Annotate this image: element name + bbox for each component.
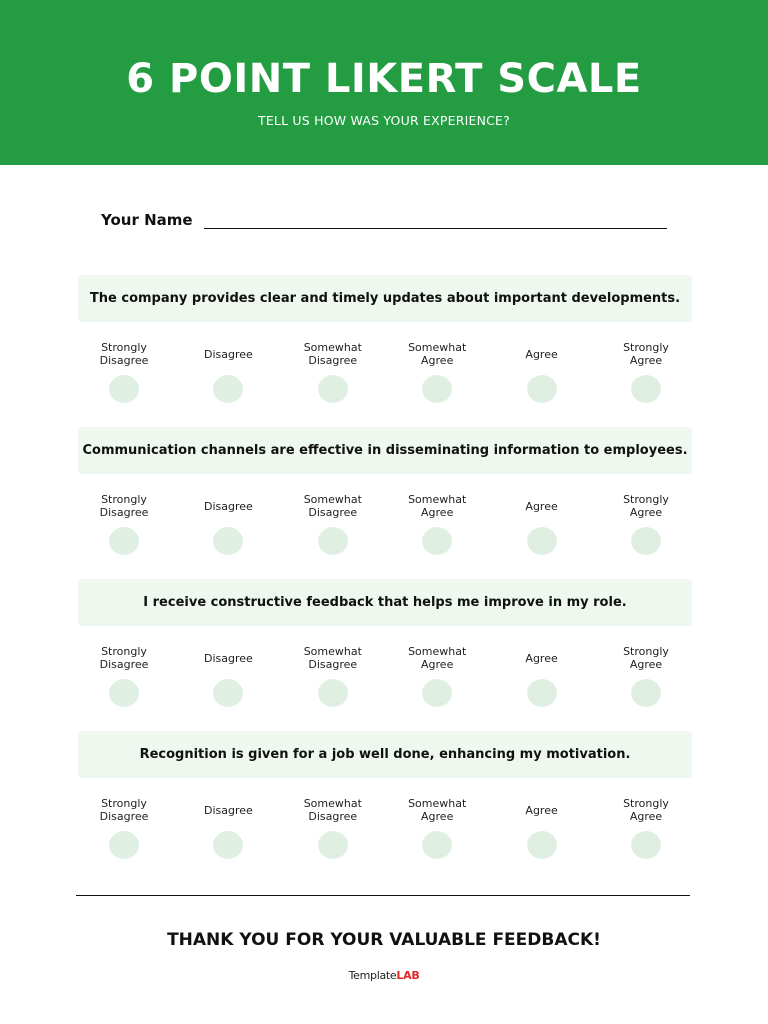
option-label: Strongly Agree [623, 493, 669, 519]
radio-button[interactable] [527, 831, 557, 859]
option-label: Somewhat Disagree [303, 493, 362, 519]
option-label: Agree [525, 651, 558, 665]
radio-button[interactable] [422, 831, 452, 859]
option-label: Somewhat Agree [408, 645, 467, 671]
likert-option [594, 491, 698, 571]
likert-option [385, 643, 489, 723]
radio-button[interactable] [527, 679, 557, 707]
likert-option [176, 491, 280, 571]
radio-button[interactable] [422, 375, 452, 403]
option-label: Agree [525, 347, 558, 361]
likert-option [281, 795, 385, 875]
radio-button[interactable] [213, 375, 243, 403]
likert-option [72, 339, 176, 419]
option-label: Strongly Agree [623, 341, 669, 367]
logo-text-template: Template [348, 969, 397, 982]
likert-option [490, 339, 594, 419]
option-label: Disagree [203, 499, 253, 513]
likert-option [176, 339, 280, 419]
radio-button[interactable] [109, 375, 139, 403]
likert-options-row [72, 795, 698, 875]
option-label: Somewhat Disagree [303, 341, 362, 367]
likert-option [281, 491, 385, 571]
radio-button[interactable] [631, 527, 661, 555]
page-subtitle: TELL US HOW WAS YOUR EXPERIENCE? [258, 113, 510, 128]
option-label: Strongly Disagree [99, 493, 149, 519]
radio-button[interactable] [318, 527, 348, 555]
radio-button[interactable] [109, 527, 139, 555]
radio-button[interactable] [213, 527, 243, 555]
radio-button[interactable] [527, 375, 557, 403]
radio-button[interactable] [213, 679, 243, 707]
question-text: I receive constructive feedback that helps me improve in my role. [78, 579, 692, 626]
radio-button[interactable] [631, 679, 661, 707]
page-title: 6 POINT LIKERT SCALE [126, 56, 642, 102]
name-input-line[interactable] [204, 228, 667, 229]
likert-options-row [72, 339, 698, 419]
radio-button[interactable] [318, 375, 348, 403]
option-label: Disagree [203, 347, 253, 361]
likert-options-row [72, 643, 698, 723]
footer-divider [76, 895, 690, 896]
option-label: Agree [525, 499, 558, 513]
radio-button[interactable] [318, 831, 348, 859]
likert-option [594, 339, 698, 419]
radio-button[interactable] [422, 527, 452, 555]
option-label: Strongly Agree [623, 797, 669, 823]
option-label: Somewhat Agree [408, 493, 467, 519]
option-label: Strongly Disagree [99, 645, 149, 671]
option-label: Strongly Agree [623, 645, 669, 671]
radio-button[interactable] [631, 375, 661, 403]
templatelab-logo [0, 969, 768, 983]
likert-option [385, 795, 489, 875]
radio-button[interactable] [213, 831, 243, 859]
likert-option [72, 643, 176, 723]
likert-option [385, 339, 489, 419]
radio-button[interactable] [109, 679, 139, 707]
radio-button[interactable] [527, 527, 557, 555]
likert-option [594, 795, 698, 875]
question-text: The company provides clear and timely updates about important developments. [78, 275, 692, 322]
likert-option [490, 643, 594, 723]
likert-option [385, 491, 489, 571]
logo-text-lab: LAB [396, 969, 420, 982]
radio-button[interactable] [422, 679, 452, 707]
likert-option [176, 795, 280, 875]
thank-you-message: THANK YOU FOR YOUR VALUABLE FEEDBACK! [167, 930, 601, 950]
likert-option [490, 491, 594, 571]
likert-option [281, 339, 385, 419]
option-label: Somewhat Agree [408, 341, 467, 367]
option-label: Agree [525, 803, 558, 817]
radio-button[interactable] [318, 679, 348, 707]
likert-option [281, 643, 385, 723]
option-label: Disagree [203, 803, 253, 817]
radio-button[interactable] [109, 831, 139, 859]
header-banner [0, 0, 768, 165]
option-label: Somewhat Disagree [303, 645, 362, 671]
likert-options-row [72, 491, 698, 571]
option-label: Strongly Disagree [99, 797, 149, 823]
likert-option [72, 491, 176, 571]
question-text: Communication channels are effective in disseminating information to employees. [78, 427, 692, 474]
name-label: Your Name [101, 211, 193, 229]
radio-button[interactable] [631, 831, 661, 859]
option-label: Somewhat Disagree [303, 797, 362, 823]
likert-option [594, 643, 698, 723]
option-label: Disagree [203, 651, 253, 665]
option-label: Somewhat Agree [408, 797, 467, 823]
likert-option [176, 643, 280, 723]
option-label: Strongly Disagree [99, 341, 149, 367]
likert-option [72, 795, 176, 875]
likert-option [490, 795, 594, 875]
question-text: Recognition is given for a job well done, enhancing my motivation. [78, 731, 692, 778]
